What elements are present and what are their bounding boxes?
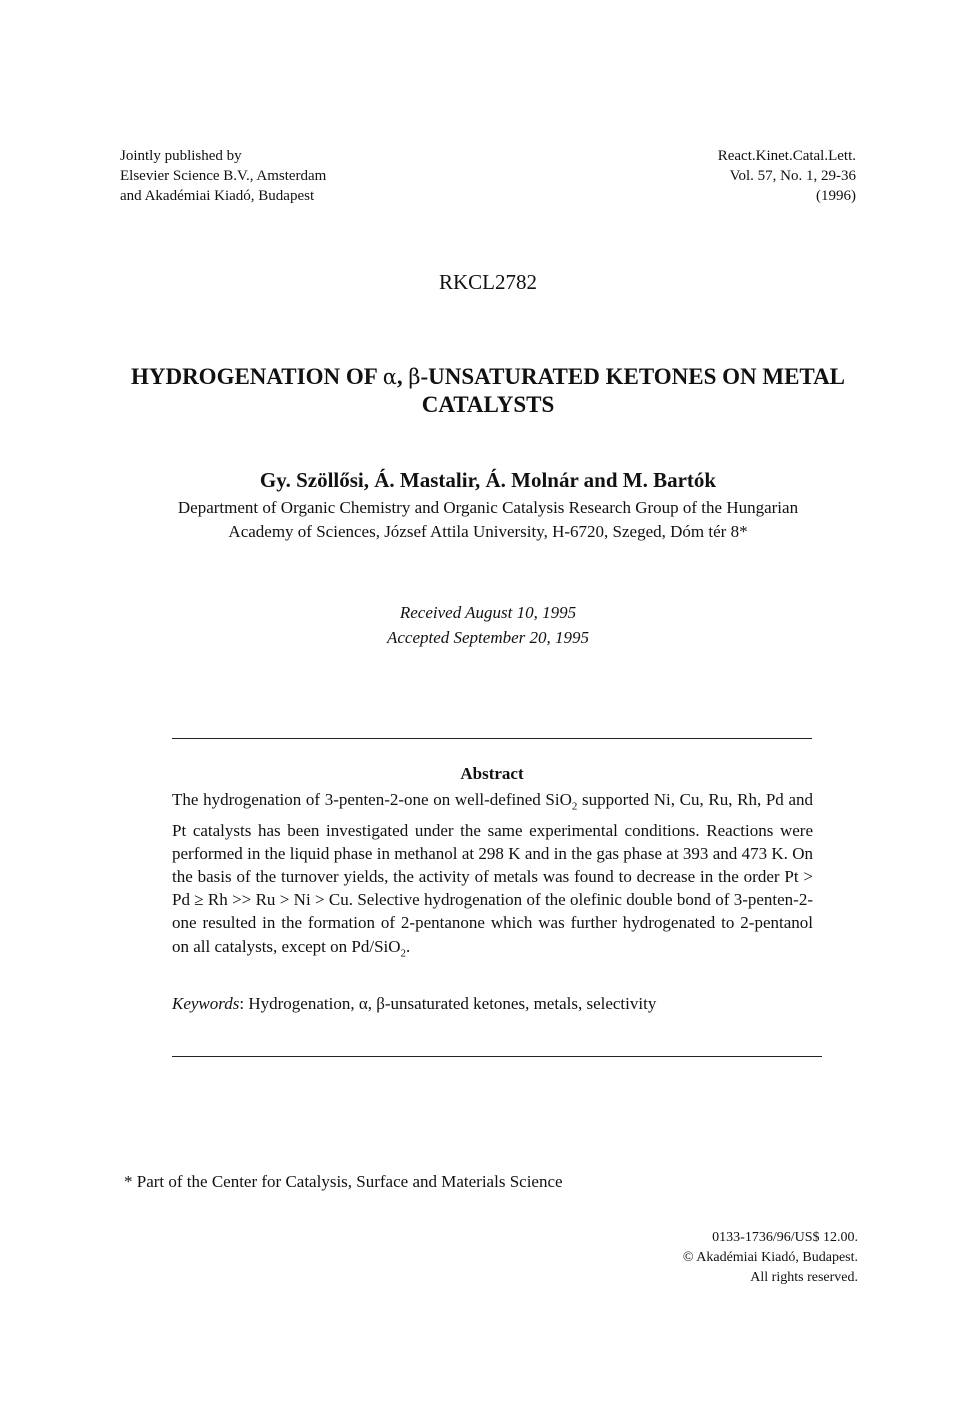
article-code: RKCL2782: [438, 270, 537, 294]
bottom-divider: [172, 1056, 822, 1057]
footnote: * Part of the Center for Catalysis, Surface and Materials Science: [124, 1172, 563, 1191]
title-line-2: CATALYSTS: [421, 392, 555, 417]
keywords-text: : Hydrogenation, α, β-unsaturated ketones, metals, selectivity: [239, 994, 657, 1013]
authors: Gy. Szöllősi, Á. Mastalir, Á. Molnár and M. Bartók: [259, 468, 717, 492]
affiliation-line-1: Department of Organic Chemistry and Organic Catalysis Research Group of the Hungarian: [177, 498, 799, 517]
journal-info: [718, 146, 856, 206]
journal-line: Vol. 57, No. 1, 29-36: [729, 168, 856, 184]
publisher-info: [120, 146, 326, 206]
keywords: [172, 994, 813, 1014]
abstract-text: The hydrogenation of 3-penten-2-one on well-defined SiO$_2$ supported Ni, Cu, Ru, Rh, Pd and Pt catalysts has been investigated under the same experimental conditions. Reactions were performed in the liquid phase in methanol at 298 K and in the gas phase at 393 and 473 K. On the basis of the turnover yields, the activity of metals was found to decrease in the order Pt > Pd ≥ Rh >> Ru > Ni > Cu. Selective hydrogenation of the olefinic double bond of 3-penten-2-one resulted in the formation of 2-pentanone which was further hydrogenated to 2-pentanol on all catalysts, except on Pd/SiO$_2$.: [172, 790, 813, 959]
paper-title: [100, 363, 876, 418]
received-date: Received August 10, 1995: [399, 603, 577, 622]
journal-line: React.Kinet.Catal.Lett.: [717, 148, 856, 164]
copyright-info: [683, 1228, 858, 1288]
copyright-line: © Akadémiai Kiadó, Budapest.: [682, 1250, 858, 1265]
keywords-label: Keywords: [172, 994, 240, 1013]
publisher-line: and Akadémiai Kiadó, Budapest: [120, 188, 315, 204]
top-divider: [172, 738, 812, 739]
publisher-line: Jointly published by: [120, 148, 242, 164]
dates: [0, 600, 976, 650]
abstract-heading: Abstract: [460, 764, 524, 783]
journal-line: (1996): [816, 188, 856, 204]
accepted-date: Accepted September 20, 1995: [386, 628, 590, 647]
copyright-line: All rights reserved.: [750, 1270, 858, 1285]
alpha-symbol: α: [382, 365, 397, 389]
copyright-line: 0133-1736/96/US$ 12.00.: [712, 1230, 858, 1245]
publisher-line: Elsevier Science B.V., Amsterdam: [120, 168, 327, 184]
affiliation-line-2: Academy of Sciences, József Attila University, H-6720, Szeged, Dóm tér 8*: [228, 522, 748, 541]
beta-symbol: β: [408, 365, 421, 389]
affiliation: [80, 496, 896, 544]
title-line-1: HYDROGENATION OF α, β-UNSATURATED KETONES ON METAL: [130, 364, 846, 389]
